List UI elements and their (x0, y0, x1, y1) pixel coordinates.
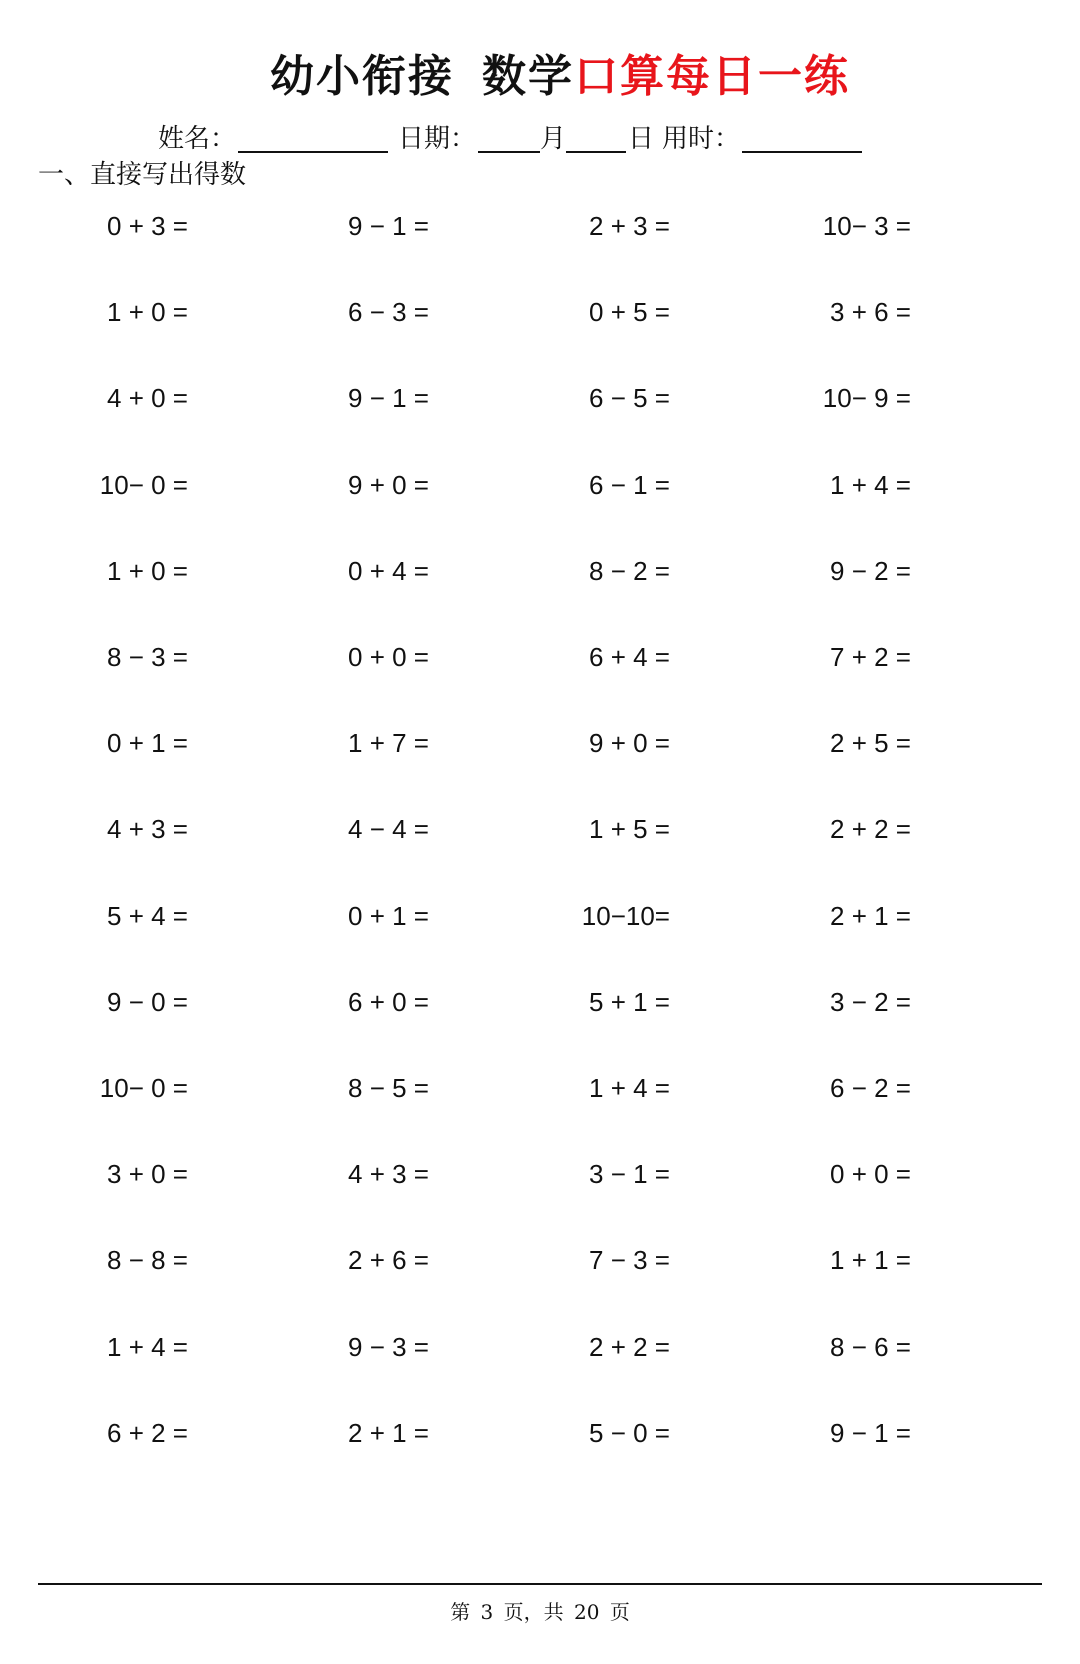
problem-item: 6 − 5 = (589, 383, 670, 413)
problem-item: 9 − 1 = (830, 1418, 911, 1448)
problem-item: 2 + 1 = (830, 901, 911, 931)
problem-item: 0 + 1 = (348, 901, 429, 931)
problem-item: 10− 3 = (822, 211, 911, 241)
problem-item: 3 + 6 = (830, 297, 911, 327)
footer-suffix: 页 (609, 1600, 630, 1624)
problem-item: 0 + 4 = (348, 556, 429, 586)
problem-item: 6 + 4 = (589, 642, 670, 672)
problem-item: 7 − 3 = (589, 1245, 670, 1275)
time-label: 用时： (662, 124, 741, 154)
footer-page-number: 3 (480, 1600, 494, 1624)
problem-item: 1 + 1 = (830, 1245, 911, 1275)
problem-item: 2 + 6 = (348, 1245, 429, 1275)
problem-item: 8 − 5 = (348, 1073, 429, 1103)
problem-item: 5 + 1 = (589, 987, 670, 1017)
problem-item: 9 − 3 = (348, 1332, 429, 1362)
problem-item: 0 + 0 = (348, 642, 429, 672)
problem-item: 4 + 0 = (107, 383, 188, 413)
problem-item: 1 + 5 = (589, 814, 670, 844)
problem-item: 2 + 2 = (589, 1332, 670, 1362)
problem-item: 8 − 2 = (589, 556, 670, 586)
problem-item: 9 − 1 = (348, 383, 429, 413)
month-label: 月 (540, 124, 567, 154)
problem-item: 6 − 3 = (348, 297, 429, 327)
problem-item: 5 − 0 = (589, 1418, 670, 1448)
name-label: 姓名： (158, 124, 237, 154)
problem-item: 1 + 0 = (107, 297, 188, 327)
problem-item: 3 − 1 = (589, 1159, 670, 1189)
problem-item: 2 + 2 = (830, 814, 911, 844)
footer-total-pages: 20 (574, 1600, 600, 1624)
title-part-1: 幼小衔接 (270, 51, 454, 102)
problem-item: 6 + 2 = (107, 1418, 188, 1448)
problem-item: 4 − 4 = (348, 814, 429, 844)
problem-item: 10−10= (581, 901, 670, 931)
problem-item: 9 − 2 = (830, 556, 911, 586)
problem-item: 2 + 5 = (830, 728, 911, 758)
day-label: 日 (628, 124, 655, 154)
problem-item: 2 + 1 = (348, 1418, 429, 1448)
problem-item: 1 + 4 = (830, 470, 911, 500)
problem-item: 0 + 0 = (830, 1159, 911, 1189)
title-part-2: 数学 (482, 51, 574, 102)
problem-item: 9 + 0 = (589, 728, 670, 758)
problem-item: 0 + 1 = (107, 728, 188, 758)
date-label: 日期： (398, 124, 477, 154)
problem-item: 8 − 8 = (107, 1245, 188, 1275)
problem-item: 8 − 3 = (107, 642, 188, 672)
problem-item: 3 + 0 = (107, 1159, 188, 1189)
problem-item: 4 + 3 = (348, 1159, 429, 1189)
problem-item: 0 + 3 = (107, 211, 188, 241)
title-part-3: 口算每日一练 (574, 51, 850, 102)
problem-item: 6 − 2 = (830, 1073, 911, 1103)
problem-item: 9 + 0 = (348, 470, 429, 500)
problem-item: 10− 9 = (822, 383, 911, 413)
page-footer (0, 1596, 1080, 1625)
footer-rule (38, 1583, 1042, 1585)
problem-item: 9 − 0 = (107, 987, 188, 1017)
footer-mid: 页，共 (503, 1600, 564, 1624)
problem-item: 1 + 4 = (107, 1332, 188, 1362)
footer-prefix: 第 (450, 1600, 471, 1624)
problem-item: 10− 0 = (99, 470, 188, 500)
problem-item: 8 − 6 = (830, 1332, 911, 1362)
problem-item: 6 + 0 = (348, 987, 429, 1017)
problem-item: 9 − 1 = (348, 211, 429, 241)
problem-item: 0 + 5 = (589, 297, 670, 327)
section-heading: 一、直接写出得数 (38, 160, 247, 190)
problem-item: 1 + 7 = (348, 728, 429, 758)
problem-item: 10− 0 = (99, 1073, 188, 1103)
problem-item: 1 + 4 = (589, 1073, 670, 1103)
problem-item: 2 + 3 = (589, 211, 670, 241)
problem-item: 1 + 0 = (107, 556, 188, 586)
problem-item: 4 + 3 = (107, 814, 188, 844)
problem-item: 6 − 1 = (589, 470, 670, 500)
problem-item: 5 + 4 = (107, 901, 188, 931)
problem-item: 7 + 2 = (830, 642, 911, 672)
problem-item: 3 − 2 = (830, 987, 911, 1017)
